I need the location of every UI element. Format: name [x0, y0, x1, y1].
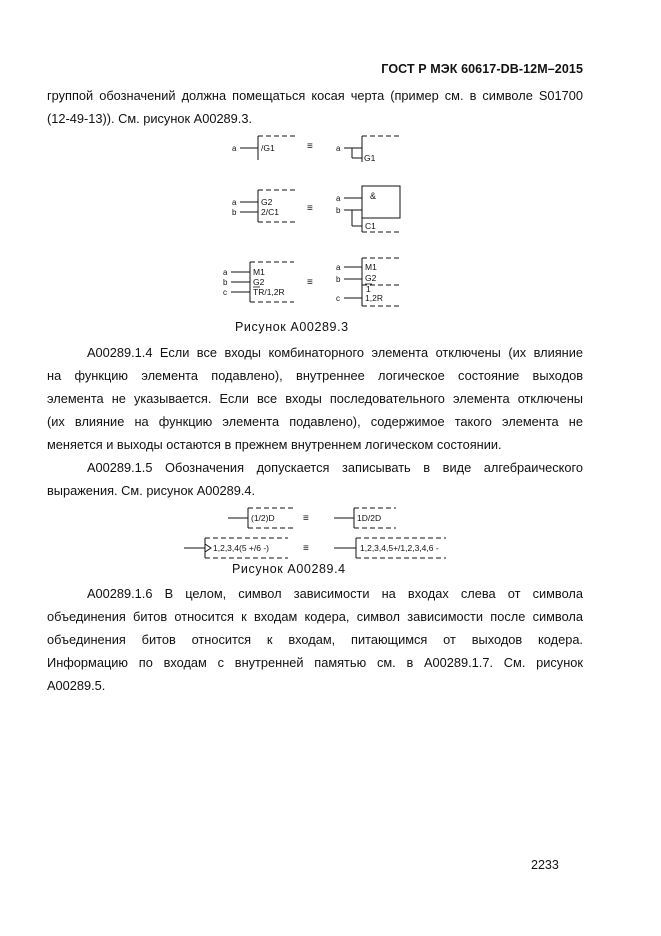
- equivalence-sign: ≡: [303, 543, 309, 554]
- input-label-a: a: [336, 263, 341, 272]
- text-line: A00289.1.5 Обозначения допускается записывать в виде алгебраического: [87, 460, 583, 475]
- text-line: объединения битов относится к входам, питающимся от выходов кодера.: [47, 632, 583, 647]
- input-label-c: c: [223, 288, 227, 297]
- figure-caption-a00289-4: Рисунок A00289.4: [232, 562, 346, 576]
- text-line: A00289.5.: [47, 678, 106, 693]
- input-label-a: a: [232, 144, 237, 153]
- block-label-g2: G2: [365, 273, 377, 283]
- fig3-row1-right: [336, 136, 400, 163]
- input-label-b: b: [336, 275, 341, 284]
- text-line: выражения. См. рисунок A00289.4.: [47, 483, 256, 498]
- block-label-half-d: (1/2)D: [251, 513, 275, 523]
- input-label-b: b: [336, 206, 341, 215]
- figure-a00289-3: [0, 128, 661, 318]
- equivalence-sign: ≡: [303, 513, 309, 524]
- fig3-row3-right: [336, 258, 400, 306]
- text-line: A00289.1.4 Если все входы комбинаторного элемента отключены (их влияние: [87, 345, 583, 360]
- text-line: элемента не указывается. Если все входы последовательного элемента отключены: [47, 391, 583, 406]
- input-label-c: c: [336, 294, 340, 303]
- fig4-row1-left: [228, 508, 296, 528]
- input-label-a: a: [336, 144, 341, 153]
- block-label-2-c1: 2/C1: [261, 207, 279, 217]
- text-line: меняется и выходы остаются в прежнем внутреннем логическом состоянии.: [47, 437, 502, 452]
- text-line: объединения битов относится к входам кодера, символ зависимости после символа: [47, 609, 583, 624]
- page-number: 2233: [531, 858, 559, 872]
- input-label-b: b: [232, 208, 237, 217]
- text-line: A00289.1.6 В целом, символ зависимости на входах слева от символа: [87, 586, 583, 601]
- fig4-row2-right: [334, 538, 446, 558]
- fig3-row2-left: [232, 190, 296, 222]
- block-label-c1: C1: [365, 221, 376, 231]
- block-label-g2: G2: [253, 277, 265, 287]
- figure-a00289-4: [0, 502, 661, 564]
- fig3-row2-right: [336, 186, 400, 232]
- block-label-1d-2d: 1D/2D: [357, 513, 382, 523]
- text-line: (12-49-13)). См. рисунок A00289.3.: [47, 111, 253, 126]
- block-label-algebraic-left: 1,2,3,4(5 +/6 -): [213, 543, 269, 553]
- text-line: Информацию по входам с внутренней памятью см. в A00289.1.7. См. рисунок: [47, 655, 583, 670]
- block-label-tr-1-2r: TR/1,2R: [253, 287, 285, 297]
- input-label-a: a: [223, 268, 228, 277]
- paragraph-intro: [47, 84, 583, 130]
- input-label-a: a: [232, 198, 237, 207]
- fig3-row1-left: [232, 136, 296, 160]
- block-label-1-2r: 1,2R: [365, 293, 383, 303]
- block-label-m1: M1: [253, 267, 265, 277]
- fig4-row1-right: [334, 508, 396, 528]
- block-label-g1: G1: [364, 153, 376, 163]
- fig4-row2-left: [184, 538, 288, 558]
- block-label-algebraic-right: 1,2,3,4,5+/1,2,3,4,6 -: [360, 543, 439, 553]
- figure-caption-a00289-3: Рисунок A00289.3: [235, 320, 349, 334]
- equivalence-sign: ≡: [307, 203, 313, 214]
- text-line: на функцию элемента подавлено), внутреннее логическое состояние выходов: [47, 368, 583, 383]
- block-label-m1: M1: [365, 262, 377, 272]
- block-label-and: &: [370, 191, 377, 201]
- block-label-1: 1: [366, 284, 371, 294]
- paragraph-a00289-1-5: [47, 456, 583, 502]
- equivalence-sign: ≡: [307, 141, 313, 152]
- block-label-g1-slash: /G1: [261, 143, 275, 153]
- paragraph-a00289-1-4: [47, 341, 583, 456]
- block-label-g2: G2: [261, 197, 273, 207]
- text-line: (их влияние на функцию элемента подавлено), содержимое такого элемента не: [47, 414, 583, 429]
- input-label-a: a: [336, 194, 341, 203]
- fig3-row3-left: [223, 262, 294, 302]
- input-label-b: b: [223, 278, 228, 287]
- paragraph-a00289-1-6: [47, 582, 583, 697]
- equivalence-sign: ≡: [307, 277, 313, 288]
- text-line: группой обозначений должна помещаться косая черта (пример см. в символе S01700: [47, 88, 583, 103]
- document-header: ГОСТ Р МЭК 60617-DB-12M–2015: [381, 62, 583, 76]
